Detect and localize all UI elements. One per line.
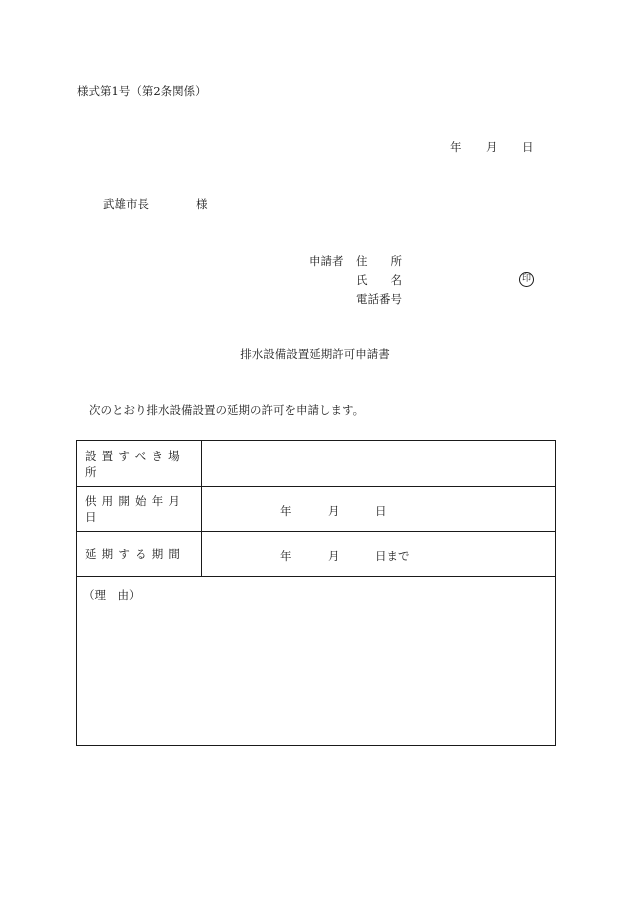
location-label: 設置すべき場所 <box>77 441 202 486</box>
applicant-label: 申請者 <box>309 254 344 268</box>
service-start-label: 供用開始年月日 <box>77 486 202 531</box>
postpone-year: 年 <box>280 549 292 563</box>
table-row-service-start <box>77 486 555 532</box>
address-label <box>356 256 402 268</box>
location-value-cell[interactable] <box>202 441 555 486</box>
name-label-char-1: 氏 <box>356 273 368 287</box>
service-start-year: 年 <box>280 504 292 518</box>
document-title: 排水設備設置延期許可申請書 <box>240 347 390 361</box>
postpone-month: 月 <box>328 549 340 563</box>
address-label-char-1: 住 <box>356 254 368 268</box>
address-label-char-2: 所 <box>390 254 402 268</box>
service-start-month: 月 <box>328 504 340 518</box>
date-day-label: 日 <box>522 140 534 154</box>
table-row-postpone-period <box>77 531 555 577</box>
date-month-label: 月 <box>486 140 498 154</box>
postpone-period-value-cell[interactable] <box>202 531 555 576</box>
phone-label: 電話番号 <box>356 292 402 306</box>
intro-text: 次のとおり排水設備設置の延期の許可を申請します。 <box>89 403 365 417</box>
name-label <box>356 275 402 287</box>
addressee-name: 武雄市長 <box>103 197 149 211</box>
seal-mark-icon <box>519 272 534 287</box>
form-number: 様式第1号（第2条関係） <box>77 84 207 98</box>
name-label-char-2: 名 <box>390 273 402 287</box>
application-table <box>76 440 556 746</box>
postpone-period-label: 延期する期間 <box>77 531 202 576</box>
date-year-label: 年 <box>450 140 462 154</box>
seal-mark-text: 印 <box>521 274 531 284</box>
table-row-location <box>77 441 555 487</box>
postpone-day: 日まで <box>375 549 410 563</box>
service-start-day: 日 <box>375 504 387 518</box>
addressee-honorific: 様 <box>196 197 208 211</box>
reason-label: （理 由） <box>83 588 141 602</box>
service-start-value-cell[interactable] <box>202 486 555 531</box>
